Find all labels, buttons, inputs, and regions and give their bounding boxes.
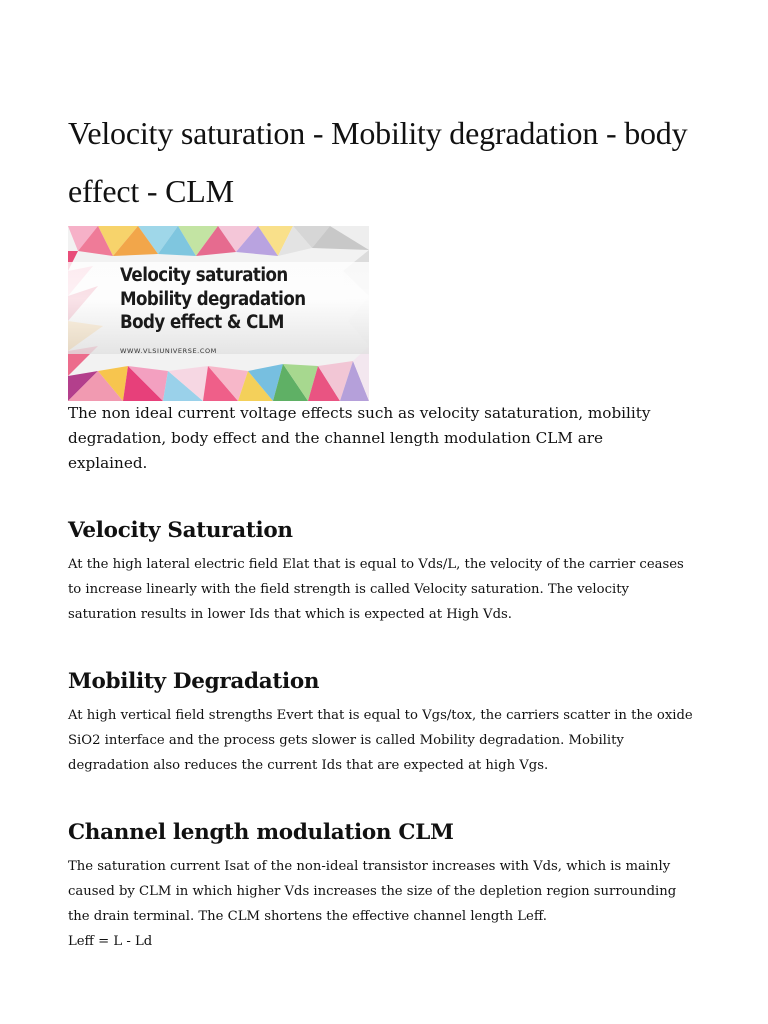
section-body: At high vertical field strengths Evert that is equal to Vgs/tox, the carriers scatter in the oxide SiO2 interface and the process gets slower is called Mobility degradation. Mobility degradation also reduces the current Ids that are expected at high Vgs. [68,708,693,773]
section-mobility-degradation [68,667,698,778]
hero-line: Body effect & CLM [120,312,284,333]
section-body: At the high lateral electric field Elat that is equal to Vds/L, the velocity of the carrier ceases to increase linearly with the field strength is called Velocity saturation. The velocity saturation results in lower Ids that which is expected at High Vds. [68,557,684,622]
hero-text [120,264,326,335]
formula: Leff = L - Ld [68,934,153,949]
article-title: Velocity saturation - Mobility degradation - body effect - CLM [68,115,688,209]
hero-url: WWW.VLSIUNIVERSE.COM [120,347,217,355]
section-heading: Velocity Saturation [68,518,293,543]
section-body-text: The saturation current Isat of the non-ideal transistor increases with Vds, which is mainly caused by CLM in which higher Vds increases the size of the depletion region surrounding the drain terminal. The CLM shortens the effective channel length Leff. [68,859,677,924]
hero-line: Velocity saturation [120,265,288,286]
section-heading: Mobility Degradation [68,669,320,694]
section-velocity-saturation [68,516,698,627]
section-channel-length-modulation [68,818,698,954]
section-body [68,854,698,954]
section-heading: Channel length modulation CLM [68,820,454,845]
intro-paragraph: The non ideal current voltage effects such as velocity sataturation, mobility degradation, body effect and the channel length modulation CLM are explained. [68,404,651,472]
article [68,104,698,954]
hero-image [68,226,369,401]
hero-line: Mobility degradation [120,288,306,310]
